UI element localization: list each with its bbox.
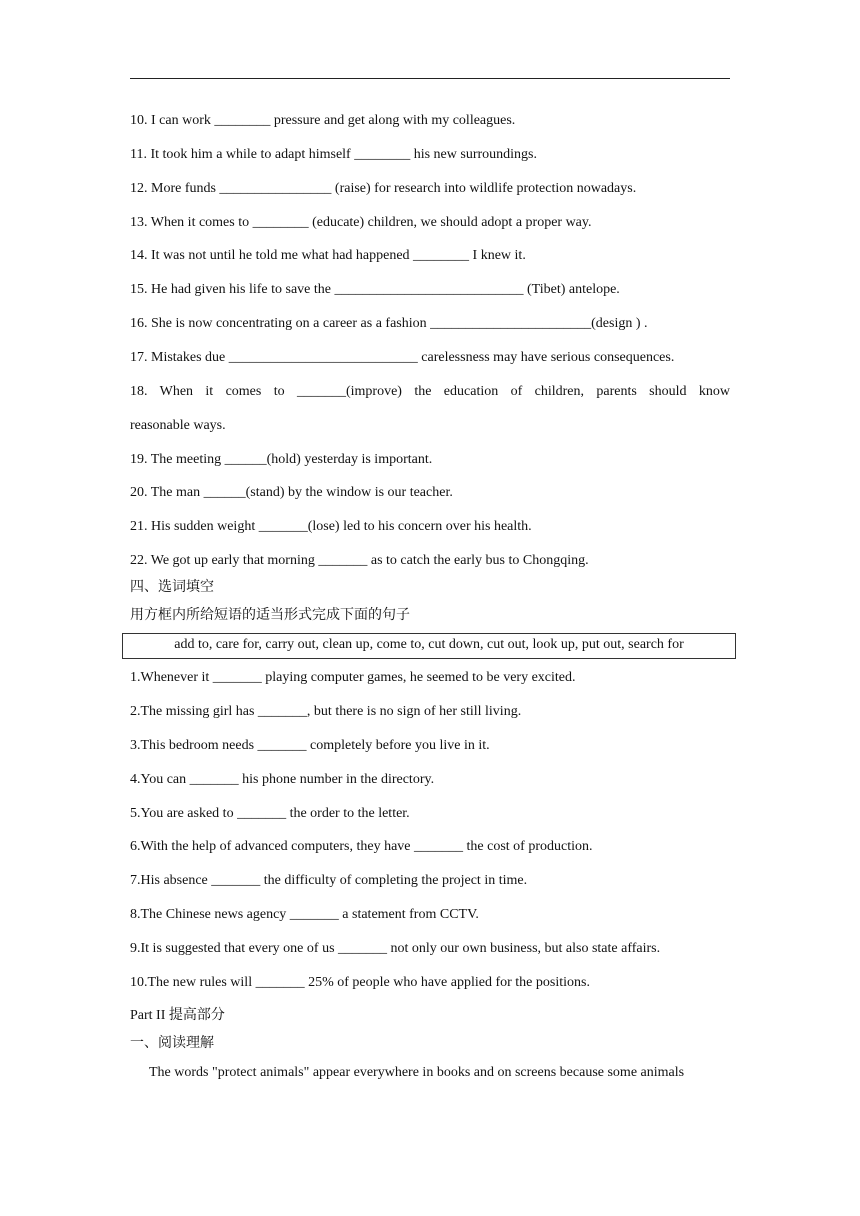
question-18-continued: reasonable ways. [130,418,226,433]
fill-item-3: 3.This bedroom needs _______ completely before you live in it. [130,738,490,753]
fill-item-6: 6.With the help of advanced computers, they have _______ the cost of production. [130,839,593,854]
fill-item-5: 5.You are asked to _______ the order to the letter. [130,806,410,821]
question-12: 12. More funds ________________ (raise) for research into wildlife protection nowadays. [130,181,637,196]
question-21: 21. His sudden weight _______(lose) led to his concern over his health. [130,519,532,534]
section-instruction: 用方框内所给短语的适当形式完成下面的句子 [130,608,410,623]
header-rule [130,78,730,79]
section-heading: 四、选词填空 [130,580,214,595]
fill-item-4: 4.You can _______ his phone number in the directory. [130,772,435,787]
fill-item-7: 7.His absence _______ the difficulty of completing the project in time. [130,873,528,888]
reading-paragraph: The words "protect animals" appear everywhere in books and on screens because some animals [149,1065,685,1080]
fill-item-10: 10.The new rules will _______ 25% of people who have applied for the positions. [130,975,590,990]
question-19: 19. The meeting ______(hold) yesterday is important. [130,452,433,467]
question-13: 13. When it comes to ________ (educate) children, we should adopt a proper way. [130,215,592,230]
question-18: 18. When it comes to _______(improve) the education of children, parents should know [130,384,730,399]
question-17: 17. Mistakes due ___________________________ carelessness may have serious consequences. [130,350,675,365]
fill-item-2: 2.The missing girl has _______, but there is no sign of her still living. [130,704,522,719]
question-14: 14. It was not until he told me what had happened ________ I knew it. [130,248,526,263]
fill-item-8: 8.The Chinese news agency _______ a statement from CCTV. [130,907,479,922]
fill-item-9: 9.It is suggested that every one of us _______ not only our own business, but also state affairs. [130,941,661,956]
question-11: 11. It took him a while to adapt himself ________ his new surroundings. [130,147,537,162]
question-15: 15. He had given his life to save the ___________________________ (Tibet) antelope. [130,282,620,297]
part2-heading: Part II 提高部分 [130,1008,225,1023]
fill-item-1: 1.Whenever it _______ playing computer games, he seemed to be very excited. [130,670,576,685]
question-20: 20. The man ______(stand) by the window is our teacher. [130,485,453,500]
question-10: 10. I can work ________ pressure and get along with my colleagues. [130,113,516,128]
word-box: add to, care for, carry out, clean up, come to, cut down, cut out, look up, put out, search for [122,633,736,659]
question-16: 16. She is now concentrating on a career as a fashion _______________________(design ) . [130,316,648,331]
reading-heading: 一、阅读理解 [130,1036,214,1051]
question-22: 22. We got up early that morning _______ as to catch the early bus to Chongqing. [130,553,589,568]
